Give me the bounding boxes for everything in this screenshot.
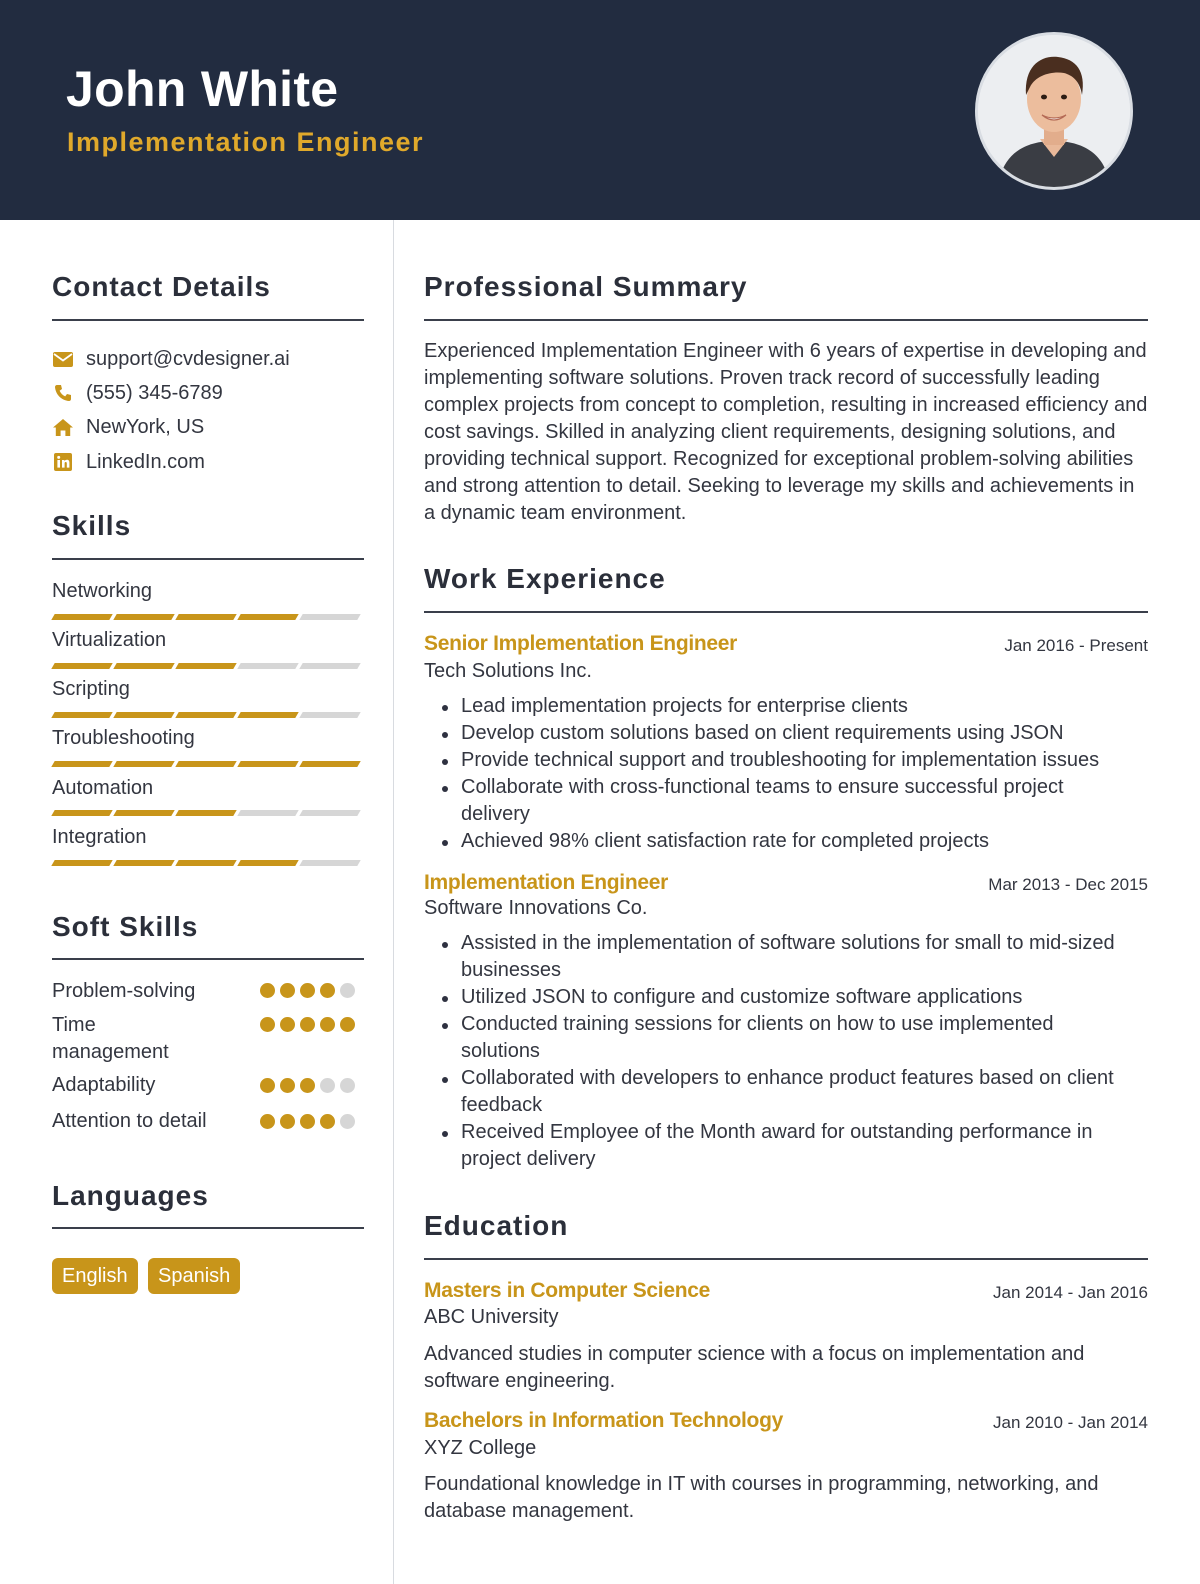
soft-skill-rating [260, 1078, 355, 1093]
languages-rule [52, 1227, 364, 1229]
list-item: Provide technical support and troubleshooting for implementation issues [461, 747, 1151, 774]
skills-rule [52, 558, 364, 560]
skill-bar-segment [299, 810, 360, 816]
envelope-icon [52, 348, 74, 370]
skill-bar-segment [175, 712, 236, 718]
contact-linkedin-text: LinkedIn.com [86, 450, 205, 473]
skill-bar-segment [237, 860, 298, 866]
skill-bar-segment [237, 614, 298, 620]
skill-bar-segment [51, 614, 112, 620]
skill-bar-segment [113, 614, 174, 620]
list-item: Conducted training sessions for clients on how to use implemented solutions [461, 1011, 1101, 1065]
contact-location [52, 413, 204, 441]
person-portrait-icon [978, 35, 1130, 187]
linkedin-icon [52, 451, 74, 473]
languages-heading: Languages [52, 1180, 209, 1211]
language-badge: Spanish [148, 1258, 240, 1294]
skill-bar-segment [237, 712, 298, 718]
rating-dot [340, 983, 355, 998]
skill-label: Networking [52, 580, 153, 602]
skill-bar-segment [113, 663, 174, 669]
list-item: Assisted in the implementation of software solutions for small to mid-sized businesses [461, 930, 1121, 984]
skill-bar-segment [175, 614, 236, 620]
contact-linkedin[interactable] [52, 448, 205, 476]
company-name: Software Innovations Co. [424, 897, 648, 919]
job-dates: Mar 2013 - Dec 2015 [988, 875, 1148, 894]
contact-phone[interactable] [52, 379, 223, 407]
job-dates: Jan 2016 - Present [1004, 636, 1148, 655]
skill-bar-segment [113, 860, 174, 866]
candidate-title: Implementation Engineer [67, 127, 425, 157]
skill-bar-segment [237, 810, 298, 816]
job-bullet-list [461, 693, 1151, 855]
skill-bar-segment [51, 761, 112, 767]
contact-location-text: NewYork, US [86, 415, 205, 438]
language-badge: English [52, 1258, 138, 1294]
home-icon [52, 416, 74, 438]
degree-description: Foundational knowledge in IT with courses in programming, networking, and database management. [424, 1473, 1099, 1522]
job-title: Senior Implementation Engineer [424, 632, 738, 655]
soft-skill-rating [260, 1017, 355, 1032]
skills-heading: Skills [52, 510, 132, 541]
skill-label: Troubleshooting [52, 727, 195, 749]
rating-dot [340, 1017, 355, 1032]
skill-label: Scripting [52, 678, 130, 700]
job-bullet-list [461, 930, 1151, 1173]
skill-rating-bar [53, 810, 359, 817]
soft-skill-rating [260, 1114, 355, 1129]
skill-bar-segment [51, 712, 112, 718]
rating-dot [260, 1017, 275, 1032]
skill-rating-bar [53, 712, 359, 719]
degree-title: Masters in Computer Science [424, 1279, 710, 1302]
skill-rating-bar [53, 663, 359, 670]
profile-photo [975, 32, 1133, 190]
list-item: Achieved 98% client satisfaction rate for completed projects [461, 828, 1151, 855]
candidate-name: John White [66, 61, 339, 117]
degree-title: Bachelors in Information Technology [424, 1409, 783, 1432]
degree-description: Advanced studies in computer science with a focus on implementation and software engineering. [424, 1343, 1085, 1392]
soft-skill-label: Problem-solving [52, 980, 196, 1002]
rating-dot [280, 983, 295, 998]
skill-bar-segment [299, 614, 360, 620]
column-divider [393, 220, 394, 1584]
rating-dot [320, 1078, 335, 1093]
skill-rating-bar [53, 614, 359, 621]
phone-icon [52, 382, 74, 404]
rating-dot [300, 1017, 315, 1032]
skill-bar-segment [237, 761, 298, 767]
soft-skills-heading: Soft Skills [52, 911, 199, 942]
skill-bar-segment [51, 810, 112, 816]
rating-dot [300, 1114, 315, 1129]
skill-bar-segment [299, 761, 360, 767]
skill-bar-segment [113, 761, 174, 767]
education-rule [424, 1258, 1148, 1260]
rating-dot [260, 1114, 275, 1129]
school-name: XYZ College [424, 1437, 537, 1459]
soft-skill-rating [260, 983, 355, 998]
skill-bar-segment [175, 663, 236, 669]
job-title: Implementation Engineer [424, 871, 668, 894]
skill-bar-segment [175, 860, 236, 866]
skill-bar-segment [113, 712, 174, 718]
contact-email-text: support@cvdesigner.ai [86, 347, 290, 370]
degree-dates: Jan 2010 - Jan 2014 [992, 1413, 1148, 1432]
skill-label: Integration [52, 826, 147, 848]
list-item: Collaborated with developers to enhance product features based on client feedback [461, 1065, 1147, 1119]
experience-rule [424, 611, 1148, 613]
rating-dot [260, 1078, 275, 1093]
skill-bar-segment [113, 810, 174, 816]
school-name: ABC University [424, 1306, 559, 1328]
list-item: Develop custom solutions based on client requirements using JSON [461, 720, 1151, 747]
rating-dot [280, 1114, 295, 1129]
rating-dot [340, 1114, 355, 1129]
degree-dates: Jan 2014 - Jan 2016 [992, 1283, 1148, 1302]
soft-skills-rule [52, 958, 364, 960]
soft-skill-label: Attention to detail [52, 1110, 207, 1132]
rating-dot [300, 983, 315, 998]
company-name: Tech Solutions Inc. [424, 660, 592, 682]
skill-bar-segment [237, 663, 298, 669]
list-item: Received Employee of the Month award for outstanding performance in project delivery [461, 1119, 1131, 1173]
contact-heading: Contact Details [52, 271, 271, 302]
skill-label: Automation [52, 777, 154, 799]
summary-rule [424, 319, 1148, 321]
contact-email[interactable] [52, 345, 290, 373]
rating-dot [320, 1114, 335, 1129]
rating-dot [280, 1017, 295, 1032]
contact-rule [52, 319, 364, 321]
skill-label: Virtualization [52, 629, 167, 651]
soft-skill-label: Adaptability [52, 1074, 156, 1096]
list-item: Lead implementation projects for enterprise clients [461, 693, 1151, 720]
list-item: Utilized JSON to configure and customize software applications [461, 984, 1151, 1011]
education-heading: Education [424, 1210, 569, 1241]
list-item: Collaborate with cross-functional teams to ensure successful project delivery [461, 774, 1111, 828]
soft-skill-label: Time management [52, 1014, 169, 1063]
experience-heading: Work Experience [424, 563, 666, 594]
summary-text: Experienced Implementation Engineer with 6 years of expertise in developing and implementing software solutions. Proven track record of successfully leading complex projects from concept to completion, resulting in increased efficiency and cost savings. Skilled in analyzing client requirements, designing solutions, and providing technical support. Recognized for exceptional problem-solving abilities and strong attention to detail. Seeking to leverage my skills and achievements in a dynamic team environment. [424, 340, 1148, 524]
contact-phone-text: (555) 345-6789 [86, 381, 223, 404]
rating-dot [340, 1078, 355, 1093]
skill-bar-segment [299, 712, 360, 718]
rating-dot [300, 1078, 315, 1093]
skill-bar-segment [175, 761, 236, 767]
skill-bar-segment [51, 860, 112, 866]
skill-rating-bar [53, 761, 359, 768]
skill-bar-segment [175, 810, 236, 816]
resume-header [0, 0, 1200, 220]
skill-bar-segment [299, 860, 360, 866]
skill-rating-bar [53, 860, 359, 867]
summary-heading: Professional Summary [424, 271, 748, 302]
rating-dot [320, 1017, 335, 1032]
rating-dot [320, 983, 335, 998]
rating-dot [260, 983, 275, 998]
skill-bar-segment [51, 663, 112, 669]
skill-bar-segment [299, 663, 360, 669]
rating-dot [280, 1078, 295, 1093]
